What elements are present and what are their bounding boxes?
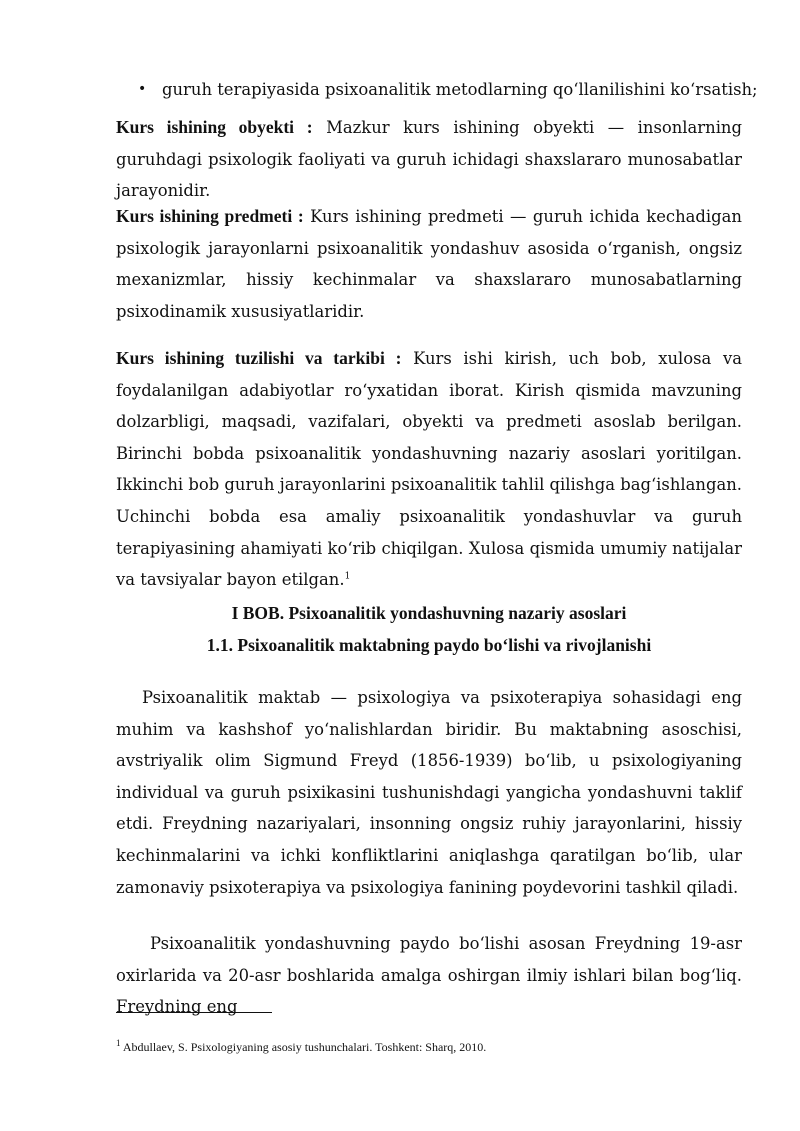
bullet-icon: •: [138, 81, 147, 97]
structure-text: Kurs ishi kirish, uch bob, xulosa va foydalanilgan adabiyotlar ro‘yxatidan iborat. Kirish qismida mavzuning dolzarbligi, maqsadi, vazifalari, obyekti va predmeti asoslab berilgan. Birinchi bobda psixoanalitik yondashuvning nazariy asoslari yoritilgan. Ikkinchi bob guruh jarayonlarini psixoanalitik tahlil qilishga bag‘ishlangan. Uchinchi bobda esa amaliy psixoanalitik yondashuvlar va guruh terapiyasining ahamiyati ko‘rib chiqilgan. Xulosa qismida umumiy natijalar va tavsiyalar bayon etilgan.: [116, 349, 742, 590]
object-label: Kurs ishining obyekti :: [116, 117, 313, 137]
object-paragraph: [116, 112, 742, 207]
footnote-separator: [116, 1012, 272, 1013]
subject-paragraph: [116, 201, 742, 327]
object-text: Mazkur kurs ishining obyekti — insonlarning guruhdagi psixologik faoliyati va guruh ichidagi shaxslararo munosabatlar jarayonidir.: [116, 118, 742, 201]
body-paragraph-2: Psixoanalitik yondashuvning paydo bo‘lishi asosan Freydning 19-asr oxirlarida va 20-asr boshlarida amalga oshirgan ilmiy ishlari bilan bog‘liq. Freydning eng: [116, 934, 742, 1017]
structure-paragraph: [116, 343, 742, 596]
structure-label: Kurs ishining tuzilishi va tarkibi :: [116, 348, 402, 368]
subject-text: Kurs ishining predmeti — guruh ichida kechadigan psixologik jarayonlarni psixoanalitik yondashuv asosida o‘rganish, ongsiz mexanizmlar, hissiy kechinmalar va shaxslararo munosabatlarning psixodinamik xususiyatlaridir.: [116, 207, 742, 321]
chapter-heading: I BOB. Psixoanalitik yondashuvning nazariy asoslari: [231, 603, 627, 623]
footnote-text: Abdullaev, S. Psixologiyaning asosiy tushunchalari. Toshkent: Sharq, 2010.: [120, 1040, 487, 1054]
footnote: [116, 1038, 742, 1056]
section-heading: 1.1. Psixoanalitik maktabning paydo bo‘lishi va rivojlanishi: [206, 635, 652, 655]
subject-label: Kurs ishining predmeti :: [116, 206, 304, 226]
footnote-reference: 1: [344, 571, 351, 582]
footnote-number: 1: [116, 1038, 121, 1048]
bullet-text: guruh terapiyasida psixoanalitik metodlarning qo‘llanilishini ko‘rsatish;: [162, 80, 758, 99]
body-paragraph-1: Psixoanalitik maktab — psixologiya va psixoterapiya sohasidagi eng muhim va kashshof yo‘nalishlardan biridir. Bu maktabning asoschisi, avstriyalik olim Sigmund Freyd (1856-1939) bo‘lib, u psixologiyaning individual va guruh psixikasini tushunishdagi yangicha yondashuvni taklif etdi. Freydning nazariyalari, insonning ongsiz ruhiy jarayonlarini, hissiy kechinmalarini va ichki konfliktlarini aniqlashga qaratilgan bo‘lib, ular zamonaviy psixoterapiya va psixologiya fanining poydevorini tashkil qiladi.: [116, 688, 742, 897]
